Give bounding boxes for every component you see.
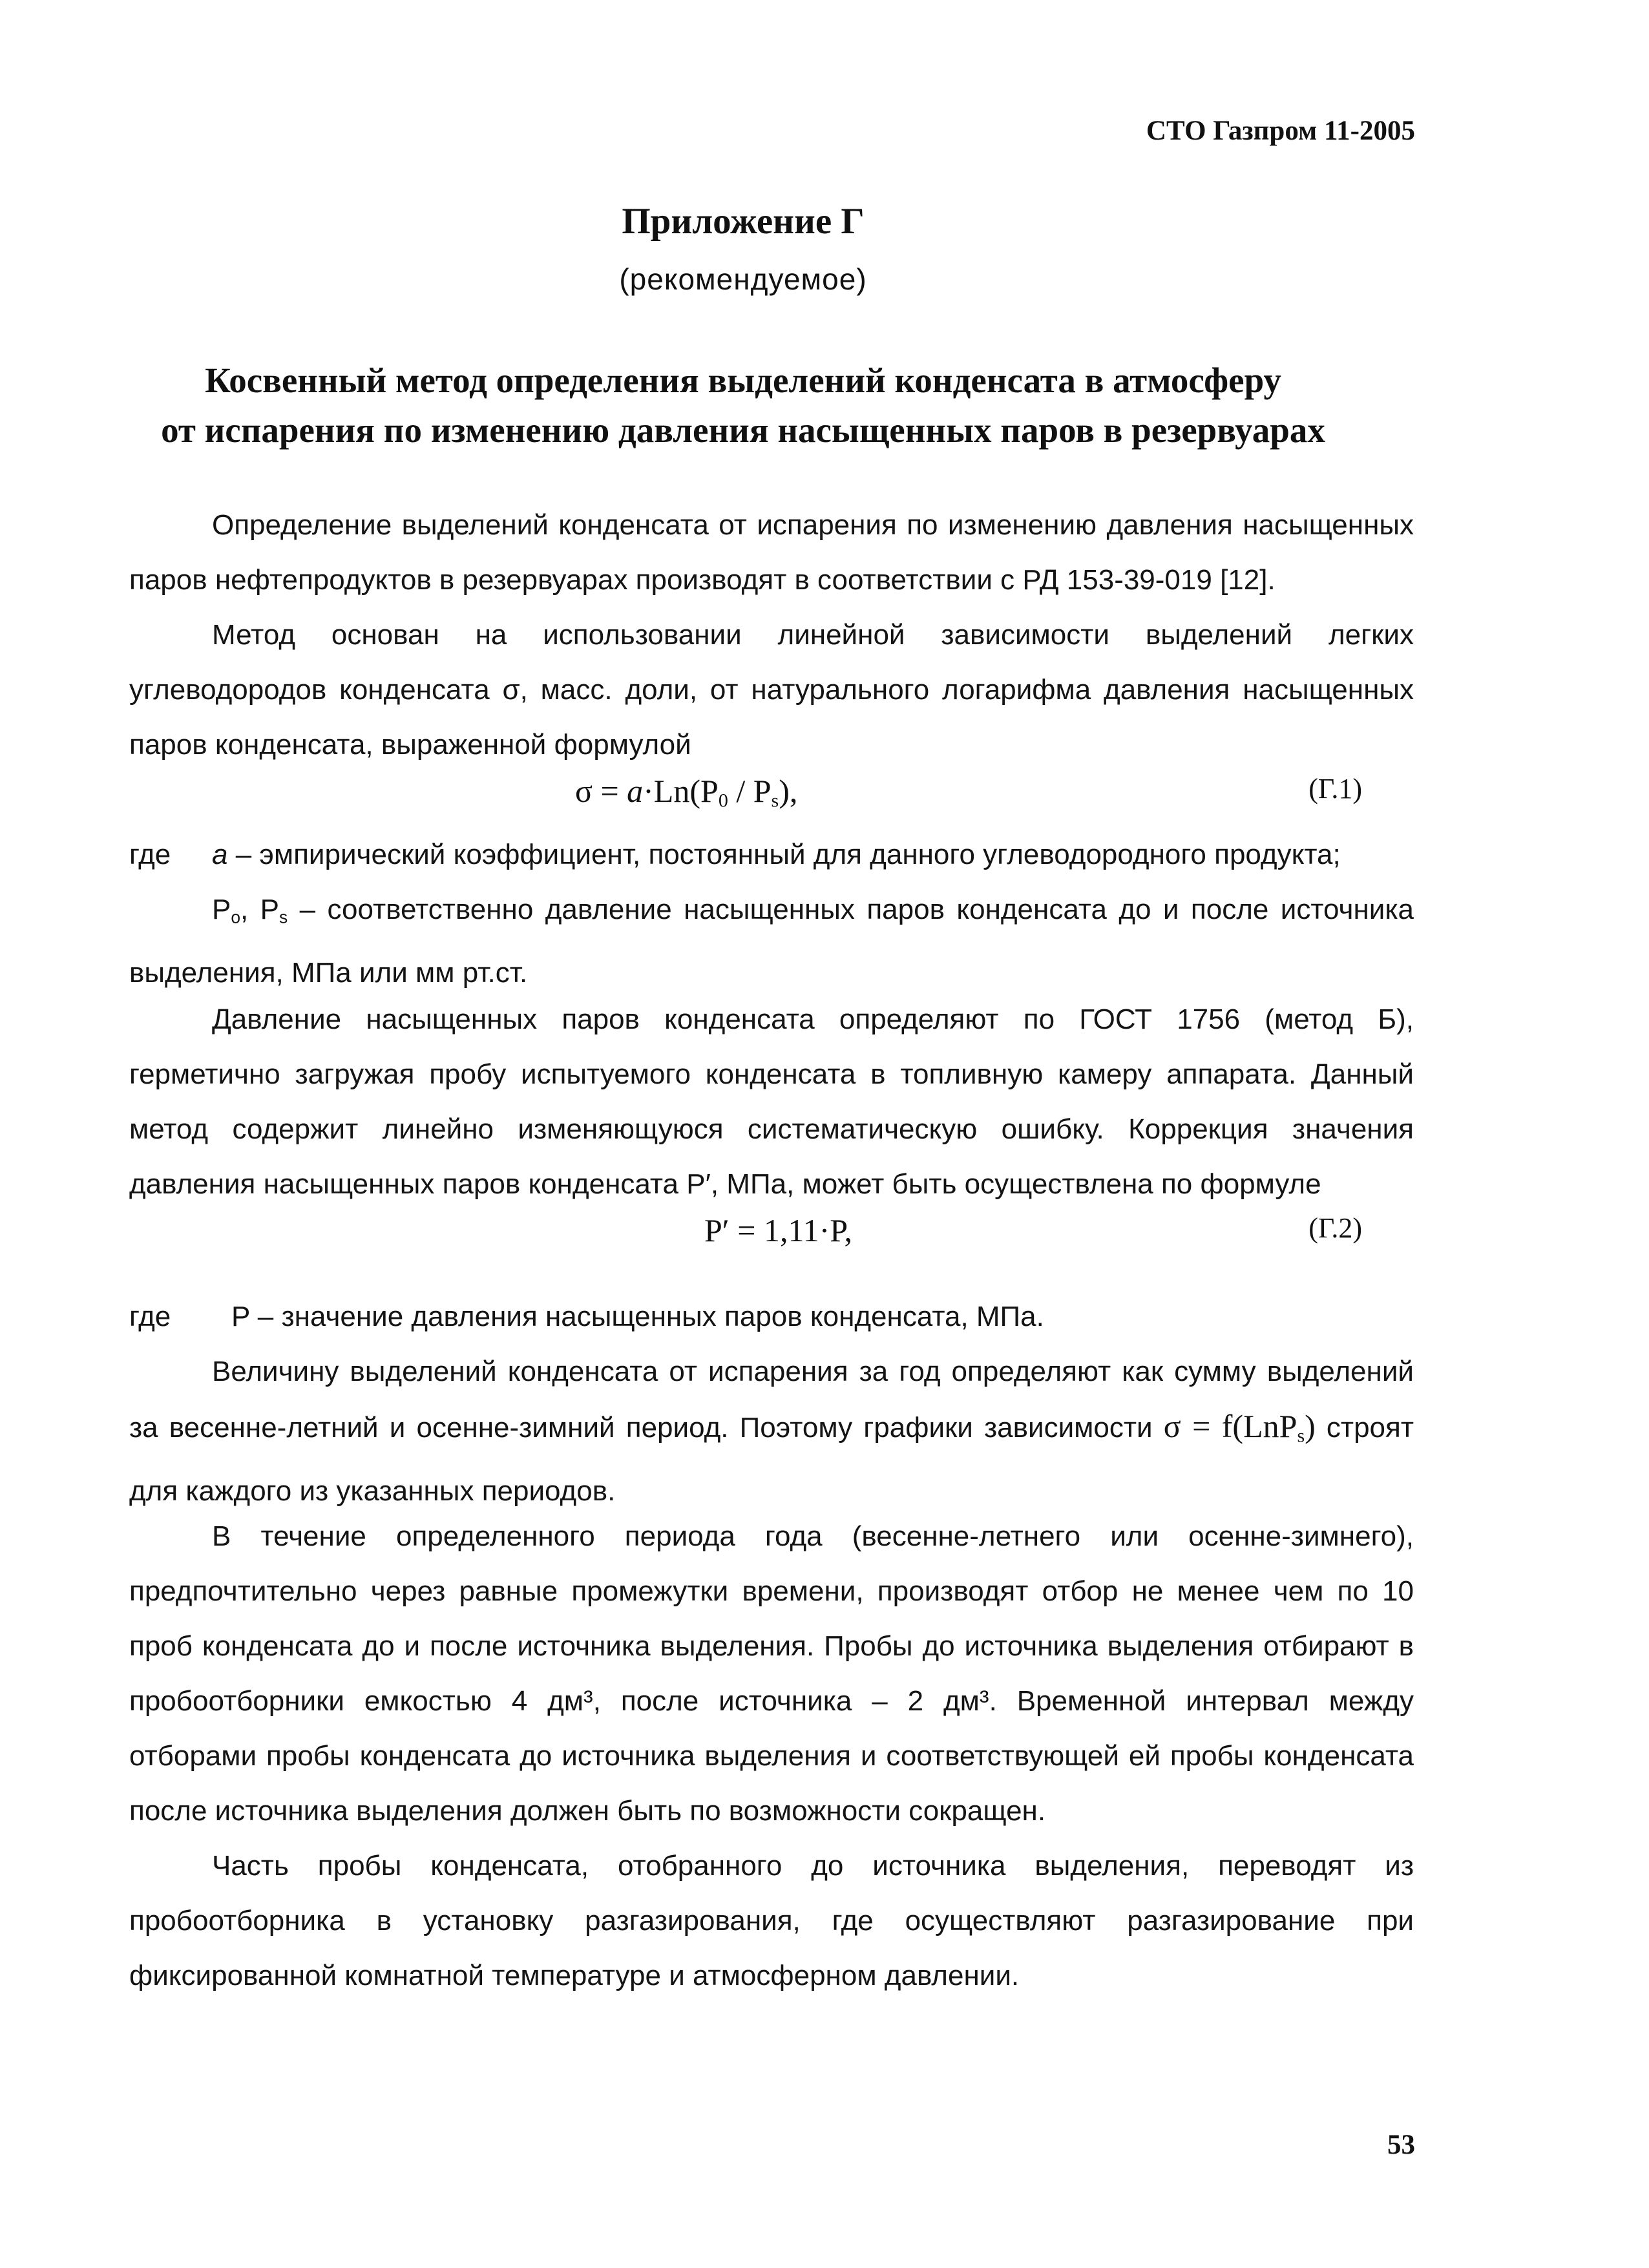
definition-p: P – значение давления насыщенных паров конденсата, МПа. — [231, 1301, 1044, 1332]
paragraph-intro: Определение выделений конденсата от испарения по изменению давления насыщенных паров нефтепродуктов в резервуарах производят в соответствии с РД 153-39-019 [12]. — [129, 509, 1414, 596]
section-title — [129, 355, 1357, 455]
appendix-title: Приложение Г — [622, 201, 865, 242]
appendix-subtitle: (рекомендуемое) — [619, 262, 867, 296]
formula-g2 — [129, 1212, 1414, 1266]
where-label: где — [129, 839, 171, 870]
paragraph-sampling: В течение определенного периода года (весенне-летнего или осенне-зимнего), предпочтительно через равные промежутки времени, производят отбор не менее чем по 10 проб конденсата до и после источника выделения. Пробы до источника выделения отбирают в пробоотборники емкостью 4 дм³, после источника – 2 дм³. Временной интервал между отборами пробы конденсата до источника выделения и соответствующей ей пробы конденсата после источника выделения должен быть по возможности сокращен. — [129, 1520, 1414, 1827]
paragraph-annual: Величину выделений конденсата от испарения за год определяют как сумму выделений за весенне-летний и осенне-зимний период. Поэтому графики зависимости σ = f(LnP$_s$) строят для каждого из указанных периодов. — [129, 1356, 1414, 1507]
paragraph-degassing: Часть пробы конденсата, отобранного до источника выделения, переводят из пробоотборника в установку разгазирования, где осуществляют разгазирование при фиксированной комнатной температуре и атмосферном давлении. — [129, 1850, 1414, 1991]
where-label: где — [129, 1301, 171, 1332]
formula-g1-number: (Г.1) — [1308, 773, 1362, 804]
definition-a: a – эмпирический коэффициент, постоянный для данного углеводородного продукта; — [212, 839, 1341, 870]
section-title-line2: от испарения по изменению давления насыщенных паров в резервуарах — [161, 410, 1325, 450]
inline-formula: σ = f(LnP$_s$) — [1163, 1408, 1316, 1447]
page-number: 53 — [1387, 2130, 1415, 2160]
formula-g1 — [129, 772, 1414, 827]
paragraph-gost: Давление насыщенных паров конденсата определяют по ГОСТ 1756 (метод Б), герметично загружая пробу испытуемого конденсата в топливную камеру аппарата. Данный метод содержит линейно изменяющуюся систематическую ошибку. Коррекция значения давления насыщенных паров конденсата P′, МПа, может быть осуществлена по формуле — [129, 1003, 1414, 1200]
formula-g2-expression: P′ = 1,11·P, — [704, 1212, 853, 1248]
section-title-line1: Косвенный метод определения выделений конденсата в атмосферу — [205, 361, 1281, 400]
document-code: СТО Газпром 11-2005 — [1146, 116, 1415, 146]
where-block-2 — [129, 1289, 1422, 1344]
formula-g1-expression: $\sigma = a\cdot Ln(P_0 / P_s)$, — [575, 773, 798, 812]
where-block-1 — [129, 827, 1422, 882]
definition-p0-ps: $P_o$, $P_s$ – соответственно давление насыщенных паров конденсата до и после источника выделения, МПа или мм рт.ст. — [129, 894, 1414, 989]
paragraph-method: Метод основан на использовании линейной зависимости выделений легких углеводородов конденсата σ, масс. доли, от натурального логарифма давления насыщенных паров конденсата, выраженной формулой — [129, 619, 1414, 761]
formula-g2-number: (Г.2) — [1308, 1212, 1362, 1244]
